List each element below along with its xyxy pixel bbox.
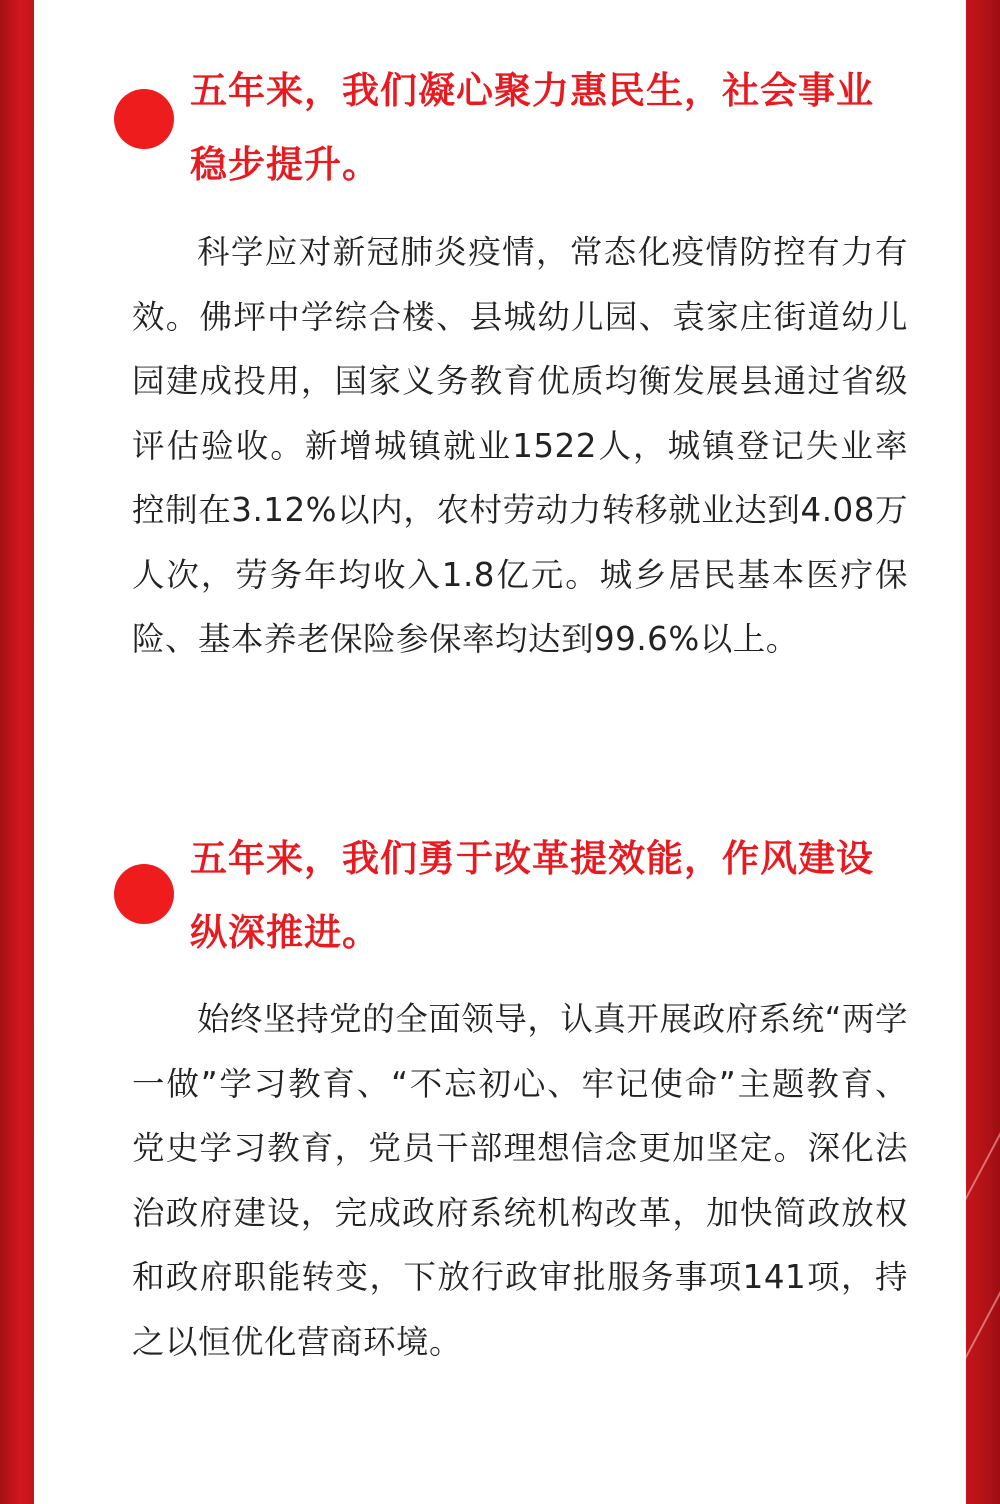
- left-red-border: [0, 0, 34, 1504]
- section-bullet-dot: [114, 89, 174, 149]
- section-heading: 五年来，我们凝心聚力惠民生，社会事业稳步提升。: [190, 69, 874, 186]
- section-body-text: 始终坚持党的全面领导，认真开展政府系统“两学一做”学习教育、“不忘初心、牢记使命”主题教育、党史学习教育，党员干部理想信念更加坚定。深化法治政府建设，完成政府系统机构改革，加快简政放权和政府职能转变，下放行政审批服务事项141项，持之以恒优化营商环境。: [132, 1000, 908, 1361]
- section-body-text: 科学应对新冠肺炎疫情，常态化疫情防控有力有效。佛坪中学综合楼、县城幼儿园、袁家庄街道幼儿园建成投用，国家义务教育优质均衡发展县通过省级评估验收。新增城镇就业1522人，城镇登记失业率控制在3.12%以内，农村劳动力转移就业达到4.08万人次，劳务年均收入1.8亿元。城乡居民基本医疗保险、基本养老保险参保率均达到99.6%以上。: [132, 233, 908, 658]
- section-bullet-dot: [114, 864, 174, 924]
- decorative-streak: [966, 1055, 1000, 1286]
- right-red-border: [966, 0, 1000, 1504]
- article-page: [34, 0, 966, 1504]
- section-heading: 五年来，我们勇于改革提效能，作风建设纵深推进。: [190, 837, 874, 954]
- decorative-streak: [966, 1195, 1000, 1426]
